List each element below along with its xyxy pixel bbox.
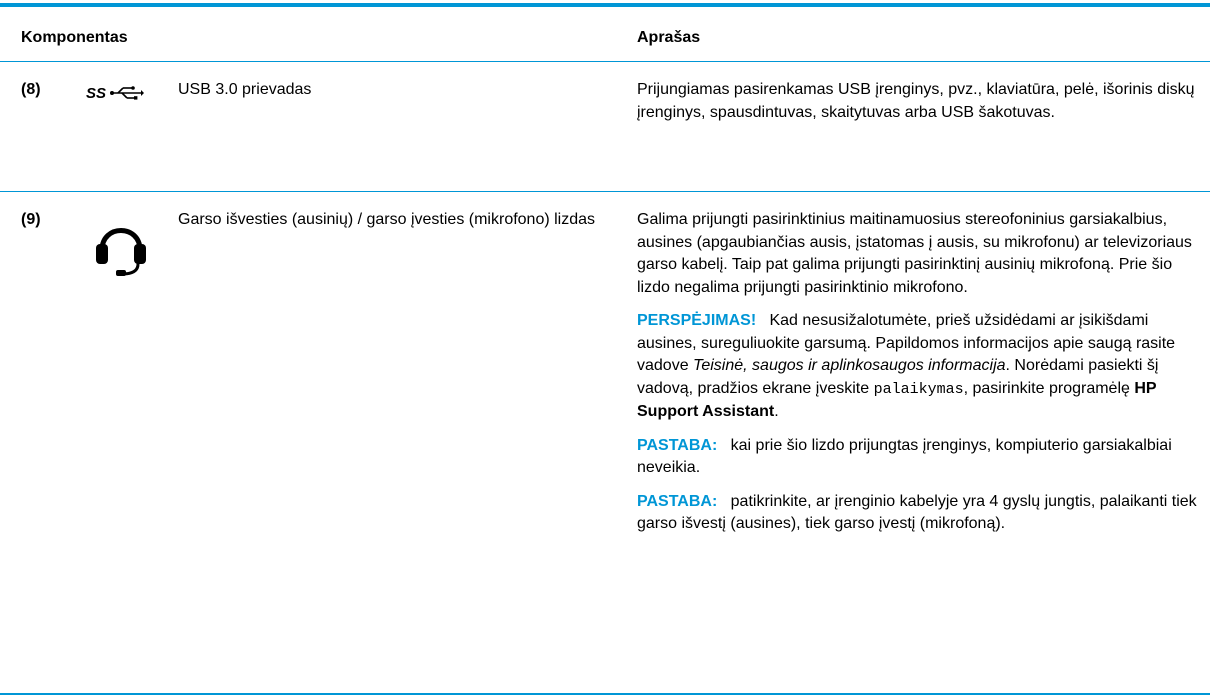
column-header-component: Komponentas [21, 29, 128, 46]
note-label: PASTABA: [637, 436, 718, 454]
warning-text: . Norėdami pasiekti šį vadovą, pradžios ekrane įveskite [637, 357, 1159, 397]
warning-text: Kad nesusižalotumėte, prieš užsidėdami ar įsikišdami ausines, sureguliuokite garsumą. Papildomos informacijos apie saugą rasite vadove [637, 312, 1176, 374]
usb-superspeed-icon [86, 84, 144, 110]
warning-text: . [774, 403, 779, 420]
table-row [0, 62, 1210, 192]
warning-text: , pasirinkite programėlę [963, 379, 1135, 397]
guide-title: Teisinė, saugos ir aplinkosaugos informacija [693, 357, 1006, 374]
warning-paragraph [637, 310, 1202, 424]
note-label: PASTABA: [637, 492, 718, 510]
table-bottom-rule [0, 693, 1210, 695]
app-name: HP Support Assistant [637, 379, 1157, 420]
component-description [637, 79, 1202, 135]
description-text: Galima prijungti pasirinktinius maitinamuosius stereofoninius garsiakalbius, ausines (apgaubiančias ausis, įstatomas į ausis, su mikrofonu) ar televizoriaus garso kabelį. Taip pat galima prijungti pasirinktinį ausinių mikrofoną. Prie šio lizdo negalima prijungti pasirinktinio mikrofono. [637, 211, 1192, 296]
warning-label: PERSPĖJIMAS! [637, 312, 757, 329]
usb-ss-text: SS [86, 85, 107, 102]
description-text: Prijungiamas pasirenkamas USB įrenginys, pvz., klaviatūra, pelė, išorinis diskų įrenginys, spausdintuvas, skaitytuvas arba USB šakotuvas. [637, 81, 1195, 121]
component-description [637, 209, 1202, 547]
note-paragraph [637, 435, 1202, 480]
headset-icon [94, 218, 148, 284]
table-row [0, 192, 1210, 692]
item-number: (8) [21, 81, 41, 98]
note-text: patikrinkite, ar įrenginio kabelyje yra 4 gyslų jungtis, palaikanti tiek garso išvestį (ausines), tiek garso įvestį (mikrofoną). [637, 492, 1197, 532]
table-header [0, 7, 1210, 62]
column-header-description: Aprašas [637, 29, 701, 46]
component-name: USB 3.0 prievadas [178, 81, 312, 98]
note-text: kai prie šio lizdo prijungtas įrenginys, kompiuterio garsiakalbiai neveikia. [637, 436, 1172, 476]
command-text: palaikymas [873, 380, 964, 398]
component-name: Garso išvesties (ausinių) / garso įvesties (mikrofono) lizdas [178, 211, 596, 228]
item-number: (9) [21, 211, 41, 228]
note-paragraph [637, 491, 1202, 536]
